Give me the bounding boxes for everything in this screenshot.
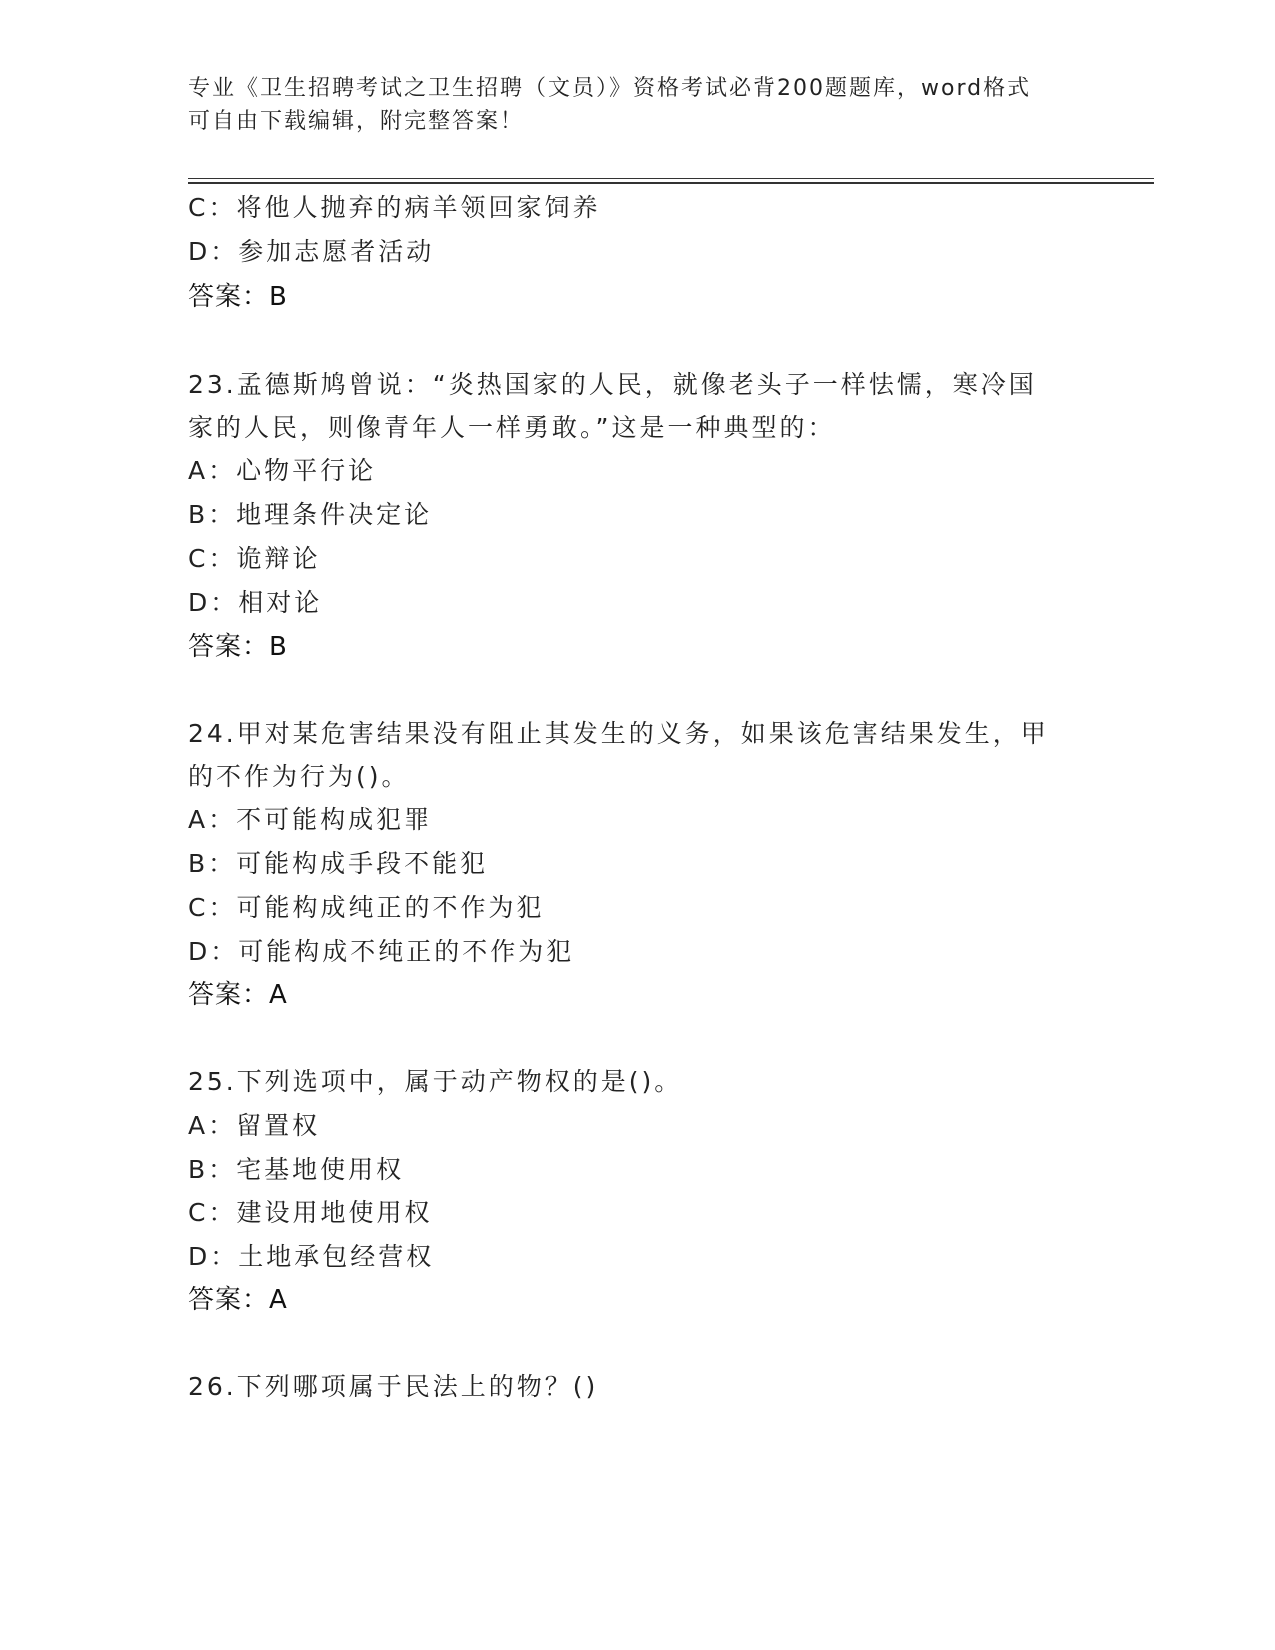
q24-option-c: C：可能构成纯正的不作为犯 [188, 893, 545, 922]
document-header [188, 72, 1088, 138]
q24-option-b: B：可能构成手段不能犯 [188, 849, 489, 878]
q23-option-a: A：心物平行论 [188, 456, 377, 485]
q25-answer: 答案：A [188, 1285, 288, 1315]
q22-answer: 答案：B [188, 282, 288, 312]
header-divider-thick [188, 182, 1154, 184]
q26-stem-line-1: 26.下列哪项属于民法上的物？() [188, 1372, 599, 1401]
q22-option-d: D：参加志愿者活动 [188, 237, 435, 266]
q22-option-c: C：将他人抛弃的病羊领回家饲养 [188, 193, 601, 222]
q23-option-d: D：相对论 [188, 588, 323, 617]
q25-option-a: A：留置权 [188, 1111, 321, 1140]
q25-option-b: B：宅基地使用权 [188, 1155, 405, 1184]
q25-option-d: D：土地承包经营权 [188, 1242, 435, 1271]
q23-option-b: B：地理条件决定论 [188, 500, 433, 529]
q23-stem-line-1: 23.孟德斯鸠曾说：“炎热国家的人民，就像老头子一样怯懦，寒冷国 [188, 370, 1037, 399]
q23-answer: 答案：B [188, 632, 288, 662]
q24-option-d: D：可能构成不纯正的不作为犯 [188, 937, 575, 966]
q24-option-a: A：不可能构成犯罪 [188, 805, 433, 834]
q24-stem-line-2: 的不作为行为()。 [188, 762, 410, 791]
header-divider-thin [188, 178, 1154, 179]
q25-option-c: C：建设用地使用权 [188, 1198, 433, 1227]
q24-answer: 答案：A [188, 980, 288, 1010]
q24-stem-line-1: 24.甲对某危害结果没有阻止其发生的义务，如果该危害结果发生，甲 [188, 719, 1049, 748]
q25-stem-line-1: 25.下列选项中，属于动产物权的是()。 [188, 1067, 683, 1096]
header-title-line-2: 可自由下载编辑，附完整答案！ [188, 109, 525, 134]
q23-stem-line-2: 家的人民，则像青年人一样勇敢。”这是一种典型的： [188, 413, 836, 442]
q23-option-c: C：诡辩论 [188, 544, 321, 573]
header-title-line-1: 专业《卫生招聘考试之卫生招聘（文员）》资格考试必背200题题库，word格式 [188, 76, 1032, 101]
